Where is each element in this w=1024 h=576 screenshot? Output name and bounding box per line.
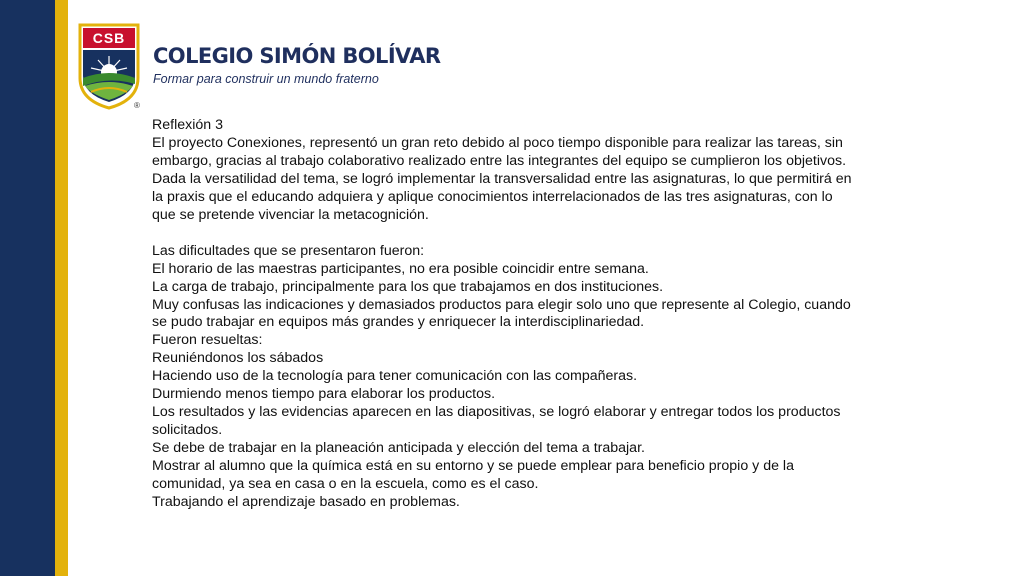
school-shield-logo xyxy=(77,22,141,110)
shield-initials: CSB xyxy=(92,30,126,46)
text-line: Fueron resueltas: xyxy=(152,332,263,349)
text-line: Mostrar al alumno que la química está en su entorno y se puede emplear para beneficio propio y de la xyxy=(152,458,794,475)
text-line: la praxis que el educando adquiera y aplique conocimientos interrelacionados de las tres asignaturas, con lo xyxy=(152,188,833,205)
text-line: Se debe de trabajar en la planeación anticipada y elección del tema a trabajar. xyxy=(152,440,645,457)
reflection-text xyxy=(152,117,892,512)
blank-line xyxy=(152,225,892,243)
text-line: Reuniéndonos los sábados xyxy=(152,350,324,367)
text-line: Reflexión 3 xyxy=(152,117,223,133)
registered-mark: ® xyxy=(134,101,140,110)
text-line: embargo, gracias al trabajo colaborativo realizado entre las integrantes del equipo se cumplieron los objetivos. xyxy=(152,152,847,169)
text-line: Dada la versatilidad del tema, se logró implementar la transversalidad entre las asignaturas, lo que permitirá en xyxy=(152,170,852,187)
text-line: Durmiendo menos tiempo para elaborar los productos. xyxy=(152,386,496,403)
text-line: El proyecto Conexiones, representó un gran reto debido al poco tiempo disponible para realizar las tareas, sin xyxy=(152,134,843,151)
text-line: Trabajando el aprendizaje basado en problemas. xyxy=(152,494,460,510)
school-tagline: Formar para construir un mundo fraterno xyxy=(153,72,379,86)
school-name: COLEGIO SIMÓN BOLÍVAR xyxy=(153,44,441,68)
text-line: comunidad, ya sea en casa o en la escuela, como es el caso. xyxy=(152,476,539,493)
text-line: solicitados. xyxy=(152,422,223,439)
left-gold-bar xyxy=(55,0,68,576)
text-line: La carga de trabajo, principalmente para los que trabajamos en dos instituciones. xyxy=(152,278,664,295)
text-line: Los resultados y las evidencias aparecen en las diapositivas, se logró elaborar y entregar todos los productos xyxy=(152,404,841,421)
text-line: que se pretende vivenciar la metacognición. xyxy=(152,206,429,223)
text-line: Muy confusas las indicaciones y demasiados productos para elegir solo uno que represente al Colegio, cuando xyxy=(152,296,851,313)
text-line: Las dificultades que se presentaron fueron: xyxy=(152,242,425,259)
text-line: El horario de las maestras participantes, no era posible coincidir entre semana. xyxy=(152,260,649,277)
text-line: Haciendo uso de la tecnología para tener comunicación con las compañeras. xyxy=(152,368,638,385)
text-line: se pudo trabajar en equipos más grandes y enriquecer la interdisciplinariedad. xyxy=(152,314,645,331)
left-navy-bar xyxy=(0,0,55,576)
